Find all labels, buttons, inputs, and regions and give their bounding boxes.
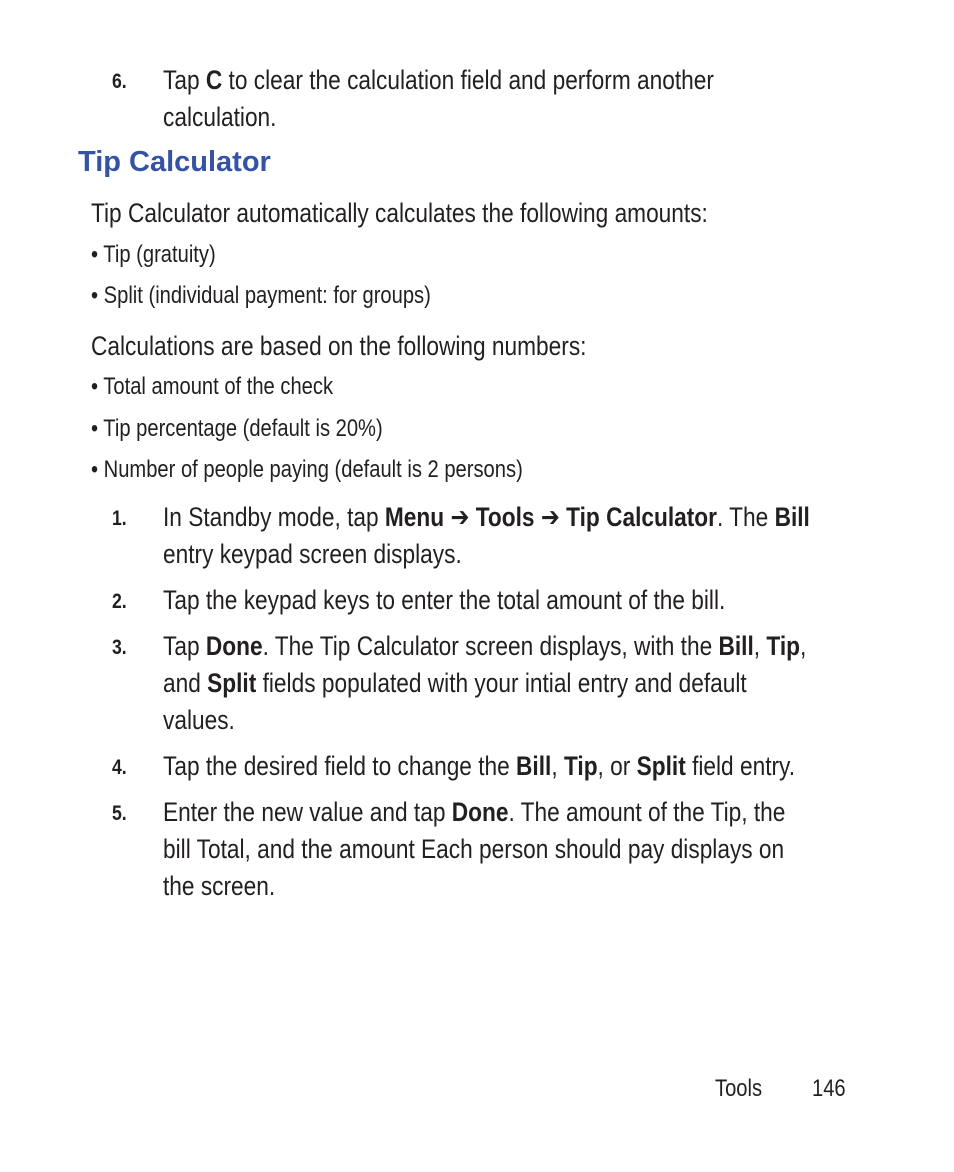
step-1-line-1: In Standby mode, tap Menu ➔ Tools ➔ Tip Calculator. The Bill [163,502,810,532]
list-item-total: • Total amount of the check [91,373,334,400]
step-3-line-2: and Split fields populated with your intial entry and default [163,668,747,698]
step-3-number: 3. [112,636,127,659]
footer-section-name: Tools [715,1075,763,1102]
key-c: C [205,65,223,95]
step-5-number: 5. [112,802,127,825]
step-5-line-1: Enter the new value and tap Done. The amount of the Tip, the [163,797,786,827]
intro-paragraph: Tip Calculator automatically calculates the following amounts: [91,198,708,228]
list-item-tip: • Tip (gratuity) [91,241,216,268]
step-1-number: 1. [112,507,127,530]
list-item-split: • Split (individual payment: for groups) [91,282,431,309]
step-3-line-3: values. [163,705,235,735]
based-on-paragraph: Calculations are based on the following numbers: [91,331,587,361]
step-2-number: 2. [112,590,127,613]
step-6-number: 6. [112,70,127,93]
section-title: Tip Calculator [78,146,271,178]
list-item-tip-percentage: • Tip percentage (default is 20%) [91,415,383,442]
list-item-people: • Number of people paying (default is 2 persons) [91,456,523,483]
step-5-line-3: the screen. [163,871,276,901]
step-4-line-1: Tap the desired field to change the Bill, Tip, or Split field entry. [163,751,796,781]
step-4-number: 4. [112,756,127,779]
step-1-line-2: entry keypad screen displays. [163,539,462,569]
step-5-line-2: bill Total, and the amount Each person should pay displays on [163,834,785,864]
step-6-line-1: Tap C to clear the calculation field and perform another [163,65,714,95]
page-number: 146 [812,1075,846,1102]
step-2-line-1: Tap the keypad keys to enter the total amount of the bill. [163,585,726,615]
step-3-line-1: Tap Done. The Tip Calculator screen displays, with the Bill, Tip, [163,631,807,661]
step-6-line-2: calculation. [163,102,277,132]
